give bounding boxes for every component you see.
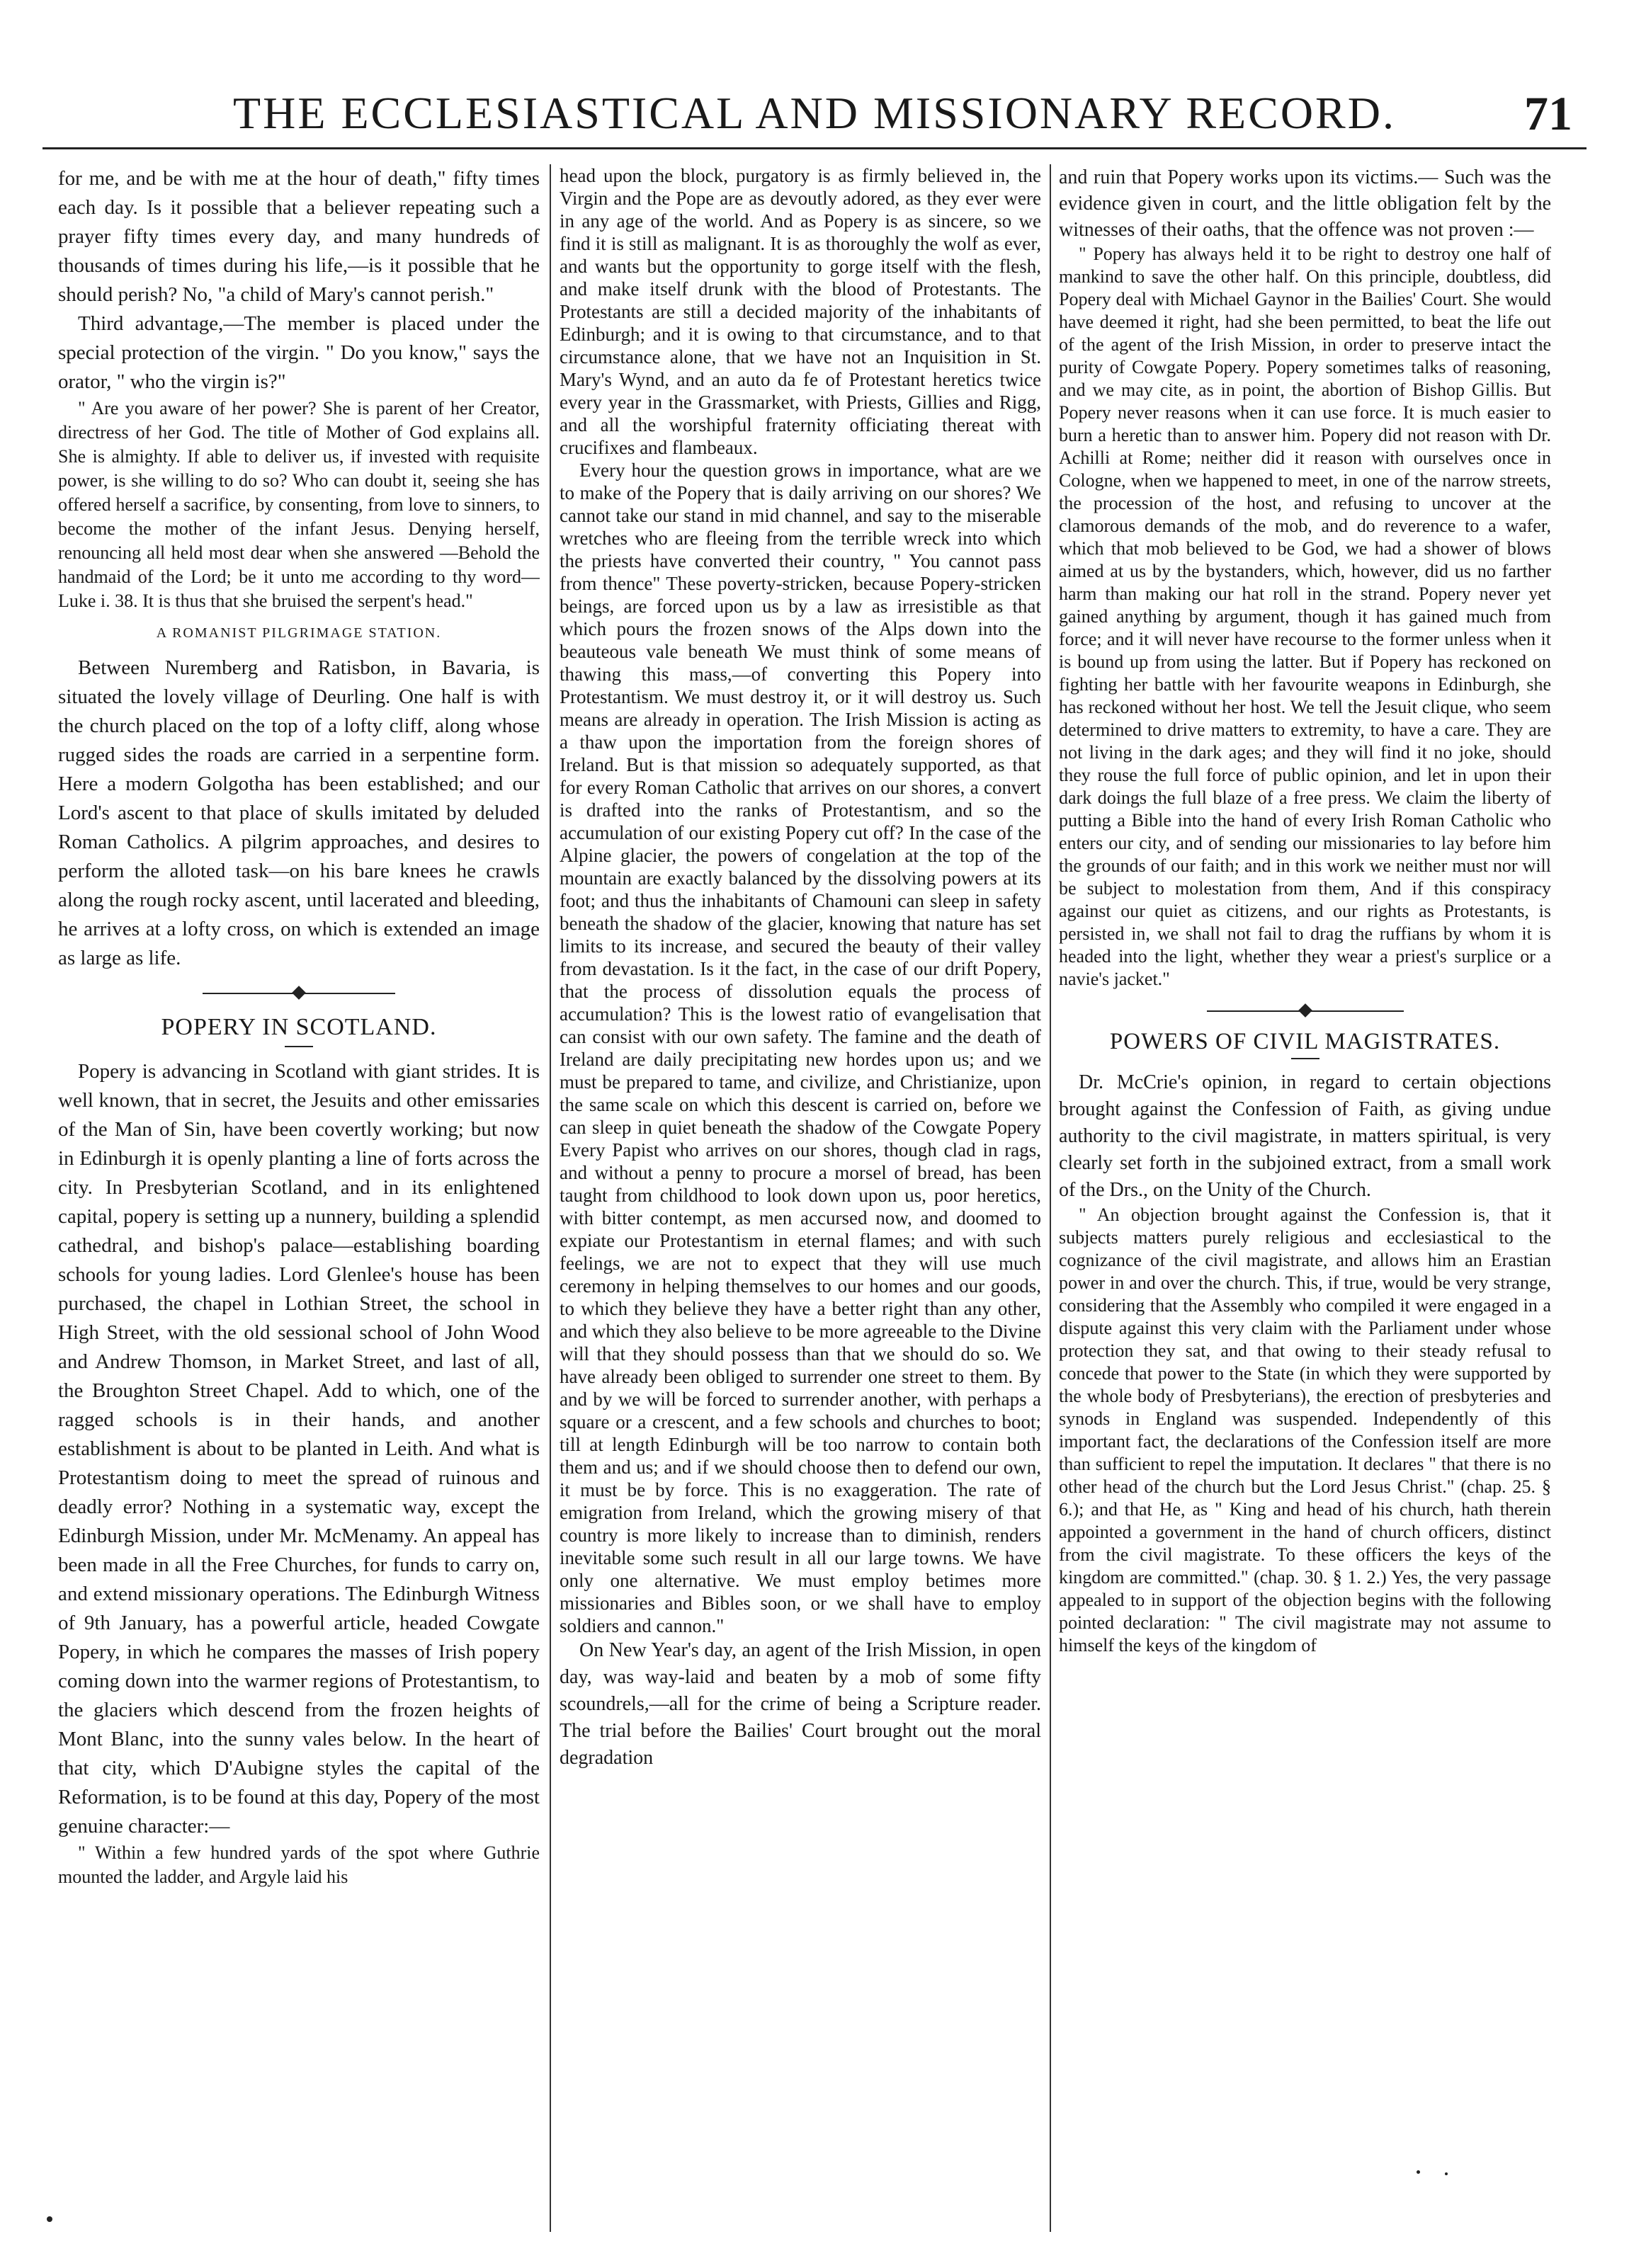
ink-speck bbox=[1417, 2170, 1420, 2174]
quotation: " An objection brought against the Confession is, that it subjects matters purely religious and ecclesiastical to the cognizance of the civil magistrate, and allows him an Erastian power in and over the church. This, if true, would be very strange, considering that the Assembly who compiled it were engaged in a dispute against this very claim with the Parliament under whose protection they sat, and that owing to their steady refusal to concede that power to the State (in which they were supported by the whole body of Presbyterians), the erection of presbyteries and synods in England was suspended. Independently of this important fact, the declarations of the Confession itself are more than sufficient to repel the imputation. It declares " that there is no other head of the church but the Lord Jesus Christ." (chap. 25. § 6.); and that He, as " King and head of his church, hath therein appointed a government in the hand of church officers, distinct from the civil magistrate. To these officers the keys of the kingdom are committed." (chap. 30. § 1. 2.) Yes, the very passage appealed to in support of the objection begins with the following pointed declaration: " The civil magistrate may not assume to himself the keys of the kingdom of bbox=[1059, 1204, 1551, 1656]
heading-rule bbox=[1291, 1058, 1319, 1059]
paragraph: Third advantage,—The member is placed under the special protection of the virgin. " Do you know," says the orator, " who the virgin is?" bbox=[58, 312, 540, 393]
column-2 bbox=[560, 164, 1041, 2239]
column-divider bbox=[550, 164, 551, 2232]
page-number: 71 bbox=[1524, 86, 1572, 140]
subheading: A ROMANIST PILGRIMAGE STATION. bbox=[156, 625, 442, 641]
paragraph: and ruin that Popery works upon its victims.— Such was the evidence given in court, and the little obligation felt by the witnesses of their oaths, that the offence was not proven :— bbox=[1059, 166, 1551, 241]
paragraph: for me, and be with me at the hour of death," fifty times each day. Is it possible that a believer repeating such a prayer fifty times every day, and many hundreds of thousands of times during his life,—is it possible that he should perish? No, "a child of Mary's cannot perish." bbox=[58, 167, 540, 306]
ink-speck bbox=[1445, 2172, 1448, 2175]
ink-speck bbox=[47, 2216, 52, 2222]
quotation: " Popery has always held it to be right to destroy one half of mankind to save the other half. On this principle, doubtless, did Popery deal with Michael Gaynor in the Bailies' Court. She would have deemed it right, had she been permitted, to beat the life out of the agent of the Irish Mission, in order to preserve intact the purity of Cowgate Popery. Popery sometimes talks of reasoning, and we may cite, as in point, the abortion of Bishop Gillis. But Popery never reasons when it can use force. It is much easier to burn a heretic than to answer him. Popery did not reason with Dr. Achilli at Rome; neither did it reason with ourselves once in Cologne, when we happened to meet, in one of the narrow streets, the procession of the host, and refusing to uncover at the clamorous demands of the mob, and do reverence to a wafer, which that mob believed to be God, we had a shower of blows aimed at us by the bystanders, which, however, did us no farther harm than making our hat roll in the strand. Popery never yet gained anything by argument, though it has gained much from force; and it will never have recourse to the former unless when it is bound up from using the latter. But if Popery has reckoned on fighting her battle with her favourite weapons in Edinburgh, she has reckoned without her host. We tell the Jesuit clique, who seem determined to drive matters to extremity, to have a care. They are not living in the dark ages; and they will find it no joke, should they rouse the full force of public opinion, and let in upon their dark doings the full blaze of a free press. We claim the liberty of putting a Bible into the hand of every Irish Roman Catholic who enters our city, and of sending our missionaries to lay before him the grounds of our faith; and in this work we neither must nor will be subject to molestation from them, And if this conspiracy against our quiet as citizens, and our rights as Protestants, is persisted in, we shall not fail to drag the ruffians by whom it is headed into the light, whether they wear a priest's surplice or a navie's jacket." bbox=[1059, 244, 1551, 989]
paragraph: Between Nuremberg and Ratisbon, in Bavaria, is situated the lovely village of Deurling. One half is with the church placed on the top of a lofty cliff, along whose rugged sides the roads are carried in a serpentine form. Here a modern Golgotha has been established; and our Lord's ascent to that place of skulls imitated by deluded Roman Catholics. A pilgrim approaches, and desires to perform the alloted task—on his bare knees he crawls along the rough rocky ascent, until lacerated and bleeding, he arrives at a lofty cross, on which is extended an image as large as life. bbox=[58, 656, 540, 969]
header-rule bbox=[42, 147, 1587, 149]
masthead bbox=[57, 85, 1572, 156]
paragraph: Popery is advancing in Scotland with giant strides. It is well known, that in secret, the Jesuits and other emissaries of the Man of Sin, have been covertly working; but now in Edinburgh it is openly planting a line of forts across the city. In Presbyterian Scotland, and in its enlightened capital, popery is setting up a nunnery, building a splendid cathedral, and bishop's palace—establishing boarding schools for young ladies. Lord Glenlee's house has been purchased, the chapel in Lothian Street, the school in High Street, with the old sessional school of John Wood and Andrew Thomson, in Market Street, and last of all, the Broughton Street Chapel. Add to which, one of the ragged schools is in their hands, and another establishment is about to be planted in Leith. And what is Protestantism doing to meet the spread of ruinous and deadly error? Nothing in a systematic way, except the Edinburgh Mission, under Mr. McMenamy. An appeal has been made in all the Free Churches, for funds to carry on, and extend missionary operations. The Edinburgh Witness of 9th January, has a powerful article, headed Cowgate Popery, in which he compares the masses of Irish popery coming down into the warmer regions of Protestantism, to the glaciers which descend from the frozen heights of Mont Blanc, into the sunny vales below. In the heart of that city, which D'Aubigne styles the capital of the Reformation, is to be found at this day, Popery of the most genuine character:— bbox=[58, 1060, 540, 1837]
diamond-ornament-icon bbox=[1298, 1003, 1312, 1018]
journal-title: THE ECCLESIASTICAL AND MISSIONARY RECORD. bbox=[233, 88, 1396, 138]
quotation: " Within a few hundred yards of the spot where Guthrie mounted the ladder, and Argyle laid his bbox=[58, 1842, 540, 1887]
quotation: head upon the block, purgatory is as firmly believed in, the Virgin and the Pope are as devoutly adored, as they ever were in any age of the world. And as Popery is as sincere, so we find it is still as malignant. It is as thoroughly the wolf as ever, and wants but the opportunity to gorge itself with the flesh, and make itself drunk with the blood of Protestants. The Protestants are still a decided majority of the inhabitants of Edinburgh; and it is owing to that circumstance, and to that circumstance alone, that we have not an Inquisition in St. Mary's Wynd, and an auto da fe of Protestant heretics twice every year in the Grassmarket, with Priests, Gillies and Rigg, and all the worshipful fraternity officiating thereat with crucifixes and flambeaux. bbox=[560, 165, 1041, 458]
section-separator bbox=[1059, 1003, 1551, 1019]
section-separator bbox=[58, 986, 540, 1001]
page-foot-marks bbox=[0, 2167, 1629, 2238]
column-3 bbox=[1059, 164, 1551, 2239]
paragraph: Dr. McCrie's opinion, in regard to certain objections brought against the Confession of Faith, as giving undue authority to the civil magistrate, in matters spiritual, is very clearly set forth in the subjoined extract, from a small work of the Drs., on the Unity of the Church. bbox=[1059, 1071, 1551, 1201]
column-1 bbox=[58, 164, 540, 2239]
quotation: Every hour the question grows in importance, what are we to make of the Popery that is daily arriving on our shores? We cannot take our stand in mid channel, and say to the miserable wretches who are fleeing from the terrible wreck into which the priests have converted their country, " You cannot pass from thence" These poverty-stricken, because Popery-stricken beings, are forced upon us by a law as irresistible as that which pours the frozen snows of the Alps down into the beauteous vale beneath We must think of some means of thawing this mass,—of converting this Popery into Protestantism. We must destroy it, or it will destroy us. Such means are already in operation. The Irish Mission is acting as a thaw upon the importation from the foreign shores of Ireland. But is that mission so adequately supported, as that for every Roman Catholic that arrives on our shores, a convert is drafted into the ranks of Protestantism, and so the accumulation of our existing Popery cut off? In the case of the Alpine glacier, the powers of congelation at the top of the mountain are exactly balanced by the dissolving powers at its foot; and thus the inhabitants of Chamouni can sleep in safety beneath the shadow of the glacier, knowing that nature has set limits to its increase, and secured the beauty of their valley from devastation. Is it the fact, in the case of our drift Popery, that the process of dissolution equals the process of accumulation? This is the lowest ratio of evangelisation that can consist with our own safety. The famine and the death of Ireland are daily precipitating new hordes upon us; and we must be prepared to tame, and civilize, and Christianize, upon the same scale on which this descent is carried on, before we can sleep in quiet beneath the shadow of the Cowgate Popery Every Papist who arrives on our shores, though clad in rags, and without a penny to procure a morsel of bread, has been taught from childhood to look down upon us, poor heretics, with bitter contempt, as men accursed now, and doomed to expiate our Protestantism in eternal flames; and with such feelings, we are not to expect that they will use much ceremony in helping themselves to our homes and our goods, to which they believe they have a better right than any other, and which they also believe to be more agreeable to the Divine will that they should possess than that we should do so. We have already been obliged to surrender one street to them. By and by we will be forced to surrender another, with perhaps a square or a crescent, and a few schools and churches to boot; till at length Edinburgh will be too narrow to contain both them and us; and if we should choose then to defend our own, it must be by force. This is no exaggeration. The rate of emigration from Ireland, which the growing misery of that country is more likely to increase than to diminish, renders inevitable some such result in all our large towns. We have only one alternative. We must employ betimes more missionaries and Bibles soon, or we shall have to employ soldiers and cannon." bbox=[560, 460, 1041, 1636]
diamond-ornament-icon bbox=[292, 986, 306, 1000]
column-divider bbox=[1050, 164, 1051, 2232]
quotation: " Are you aware of her power? She is parent of her Creator, directress of her God. The title of Mother of God explains all. She is almighty. If able to deliver us, if invested with requisite power, is she willing to do so? Who can doubt it, seeing she has offered herself a sacrifice, by consenting, from love to sinners, to become the mother of the infant Jesus. Denying herself, renouncing all held most dear when she answered —Behold the handmaid of the Lord; be it unto me according to thy word—Luke i. 38. It is thus that she bruised the serpent's head." bbox=[58, 398, 540, 611]
paragraph: On New Year's day, an agent of the Irish Mission, in open day, was way-laid and beaten by a mob of some fifty scoundrels,—all for the crime of being a Scripture reader. The trial before the Bailies' Court brought out the moral degradation bbox=[560, 1639, 1041, 1769]
section-heading: POPERY IN SCOTLAND. bbox=[161, 1014, 437, 1040]
section-heading: POWERS OF CIVIL MAGISTRATES. bbox=[1109, 1029, 1501, 1054]
heading-rule bbox=[285, 1046, 313, 1047]
